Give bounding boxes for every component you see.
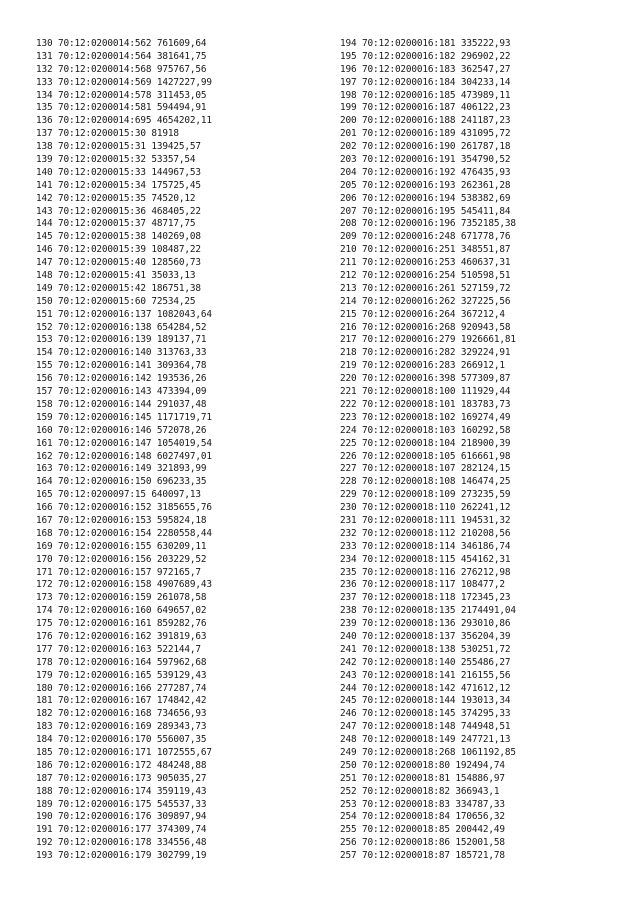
- record-row: 176 70:12:0200016:162 391819,63: [36, 630, 207, 642]
- record-row: 236 70:12:0200018:117 108477,2: [340, 579, 505, 591]
- record-row: 160 70:12:0200016:146 572078,26: [36, 424, 207, 436]
- record-row: 194 70:12:0200016:181 335222,93: [340, 38, 511, 49]
- record-row: 246 70:12:0200018:145 374295,33: [340, 708, 511, 720]
- record-row: 138 70:12:0200015:31 139425,57: [36, 141, 201, 153]
- record-row: 213 70:12:0200016:261 527159,72: [340, 282, 511, 294]
- record-row: 180 70:12:0200016:166 277287,74: [36, 682, 207, 694]
- record-row: 184 70:12:0200016:170 556007,35: [36, 734, 207, 746]
- record-row: 185 70:12:0200016:171 1072555,67: [36, 746, 212, 758]
- record-row: 164 70:12:0200016:150 696233,35: [36, 476, 207, 488]
- record-row: 202 70:12:0200016:190 261787,18: [340, 141, 511, 153]
- record-row: 223 70:12:0200018:102 169274,49: [340, 411, 511, 423]
- record-row: 227 70:12:0200018:107 282124,15: [340, 463, 511, 475]
- record-row: 175 70:12:0200016:161 859282,76: [36, 618, 207, 630]
- record-row: 143 70:12:0200015:36 468405,22: [36, 205, 201, 217]
- record-row: 158 70:12:0200016:144 291037,48: [36, 398, 207, 410]
- record-row: 245 70:12:0200018:144 193013,34: [340, 695, 511, 707]
- record-row: 178 70:12:0200016:164 597962,68: [36, 656, 207, 668]
- record-row: 253 70:12:0200018:83 334787,33: [340, 798, 505, 810]
- record-row: 221 70:12:0200018:100 111929,44: [340, 386, 511, 398]
- record-row: 200 70:12:0200016:188 241187,23: [340, 115, 511, 127]
- record-row: 203 70:12:0200016:191 354790,52: [340, 154, 511, 166]
- record-row: 174 70:12:0200016:160 649657,02: [36, 605, 207, 617]
- record-row: 247 70:12:0200018:148 744948,51: [340, 721, 511, 733]
- record-row: 195 70:12:0200016:182 296902,22: [340, 50, 511, 62]
- record-row: 254 70:12:0200018:84 170656,32: [340, 811, 505, 823]
- record-row: 148 70:12:0200015:41 35033,13: [36, 270, 196, 282]
- record-row: 210 70:12:0200016:251 348551,87: [340, 244, 511, 256]
- record-row: 141 70:12:0200015:34 175725,45: [36, 179, 201, 191]
- record-row: 201 70:12:0200016:189 431095,72: [340, 128, 511, 140]
- record-row: 207 70:12:0200016:195 545411,84: [340, 205, 511, 217]
- record-row: 251 70:12:0200018:81 154886,97: [340, 772, 505, 784]
- record-row: 208 70:12:0200016:196 7352185,38: [340, 218, 516, 230]
- record-row: 165 70:12:0200097:15 640097,13: [36, 489, 201, 501]
- record-row: 157 70:12:0200016:143 473394,09: [36, 386, 207, 398]
- record-row: 193 70:12:0200016:179 302799,19: [36, 850, 207, 862]
- record-row: 237 70:12:0200018:118 172345,23: [340, 592, 511, 604]
- record-row: 250 70:12:0200018:80 192494,74: [340, 759, 505, 771]
- record-row: 225 70:12:0200018:104 218900,39: [340, 437, 511, 449]
- record-row: 206 70:12:0200016:194 538382,69: [340, 192, 511, 204]
- record-row: 211 70:12:0200016:253 460637,31: [340, 257, 511, 269]
- record-row: 153 70:12:0200016:139 189137,71: [36, 334, 207, 346]
- record-row: 234 70:12:0200018:115 454162,31: [340, 553, 511, 565]
- record-row: 242 70:12:0200018:140 255486,27: [340, 656, 511, 668]
- record-row: 167 70:12:0200016:153 595824,18: [36, 514, 207, 526]
- record-row: 132 70:12:0200014:568 975767,56: [36, 63, 207, 75]
- record-row: 249 70:12:0200018:268 1061192,85: [340, 746, 516, 758]
- record-row: 135 70:12:0200014:581 594494,91: [36, 102, 207, 114]
- record-row: 156 70:12:0200016:142 193536,26: [36, 373, 207, 385]
- record-row: 218 70:12:0200016:282 329224,91: [340, 347, 511, 359]
- record-row: 133 70:12:0200014:569 1427227,99: [36, 76, 212, 88]
- record-row: 168 70:12:0200016:154 2280558,44: [36, 527, 212, 539]
- record-row: 150 70:12:0200015:60 72534,25: [36, 295, 196, 307]
- record-row: 257 70:12:0200018:87 185721,78: [340, 850, 505, 862]
- record-row: 166 70:12:0200016:152 3185655,76: [36, 502, 212, 514]
- record-row: 172 70:12:0200016:158 4907689,43: [36, 579, 212, 591]
- record-row: 248 70:12:0200018:149 247721,13: [340, 734, 511, 746]
- record-row: 205 70:12:0200016:193 262361,28: [340, 179, 511, 191]
- record-row: 136 70:12:0200014:695 4654202,11: [36, 115, 212, 127]
- record-row: 224 70:12:0200018:103 160292,58: [340, 424, 511, 436]
- right-record-column: [340, 38, 516, 863]
- record-row: 187 70:12:0200016:173 905035,27: [36, 772, 207, 784]
- record-row: 183 70:12:0200016:169 289343,73: [36, 721, 207, 733]
- record-row: 131 70:12:0200014:564 381641,75: [36, 50, 207, 62]
- record-row: 214 70:12:0200016:262 327225,56: [340, 295, 511, 307]
- record-row: 170 70:12:0200016:156 203229,52: [36, 553, 207, 565]
- record-row: 181 70:12:0200016:167 174842,42: [36, 695, 207, 707]
- record-row: 233 70:12:0200018:114 346186,74: [340, 540, 511, 552]
- record-row: 179 70:12:0200016:165 539129,43: [36, 669, 207, 681]
- record-row: 182 70:12:0200016:168 734656,93: [36, 708, 207, 720]
- record-row: 147 70:12:0200015:40 128560,73: [36, 257, 201, 269]
- left-record-column: [36, 38, 212, 863]
- record-row: 229 70:12:0200018:109 273235,59: [340, 489, 511, 501]
- record-row: 255 70:12:0200018:85 200442,49: [340, 824, 505, 836]
- record-row: 216 70:12:0200016:268 920943,58: [340, 321, 511, 333]
- record-row: 192 70:12:0200016:178 334556,48: [36, 837, 207, 849]
- record-row: 139 70:12:0200015:32 53357,54: [36, 154, 196, 166]
- record-row: 146 70:12:0200015:39 108487,22: [36, 244, 201, 256]
- record-row: 204 70:12:0200016:192 476435,93: [340, 166, 511, 178]
- record-row: 244 70:12:0200018:142 471612,12: [340, 682, 511, 694]
- record-row: 144 70:12:0200015:37 48717,75: [36, 218, 196, 230]
- record-row: 134 70:12:0200014:578 311453,05: [36, 89, 207, 101]
- record-row: 256 70:12:0200018:86 152001,58: [340, 837, 505, 849]
- record-row: 152 70:12:0200016:138 654284,52: [36, 321, 207, 333]
- record-row: 215 70:12:0200016:264 367212,4: [340, 308, 505, 320]
- record-row: 190 70:12:0200016:176 309897,94: [36, 811, 207, 823]
- record-row: 163 70:12:0200016:149 321893,99: [36, 463, 207, 475]
- record-row: 173 70:12:0200016:159 261078,58: [36, 592, 207, 604]
- record-row: 226 70:12:0200018:105 616661,98: [340, 450, 511, 462]
- record-row: 149 70:12:0200015:42 186751,38: [36, 282, 201, 294]
- record-row: 151 70:12:0200016:137 1082043,64: [36, 308, 212, 320]
- record-row: 252 70:12:0200018:82 366943,1: [340, 785, 500, 797]
- record-row: 162 70:12:0200016:148 6027497,01: [36, 450, 212, 462]
- record-row: 198 70:12:0200016:185 473989,11: [340, 89, 511, 101]
- record-row: 238 70:12:0200018:135 2174491,04: [340, 605, 516, 617]
- record-row: 154 70:12:0200016:140 313763,33: [36, 347, 207, 359]
- record-row: 189 70:12:0200016:175 545537,33: [36, 798, 207, 810]
- record-row: 212 70:12:0200016:254 510598,51: [340, 270, 511, 282]
- record-row: 231 70:12:0200018:111 194531,32: [340, 514, 511, 526]
- record-row: 186 70:12:0200016:172 484248,88: [36, 759, 207, 771]
- record-row: 230 70:12:0200018:110 262241,12: [340, 502, 511, 514]
- record-row: 235 70:12:0200018:116 276212,98: [340, 566, 511, 578]
- record-row: 220 70:12:0200016:398 577309,87: [340, 373, 511, 385]
- record-row: 241 70:12:0200018:138 530251,72: [340, 643, 511, 655]
- record-row: 209 70:12:0200016:248 671778,76: [340, 231, 511, 243]
- record-row: 142 70:12:0200015:35 74520,12: [36, 192, 196, 204]
- record-row: 197 70:12:0200016:184 304233,14: [340, 76, 511, 88]
- record-row: 191 70:12:0200016:177 374309,74: [36, 824, 207, 836]
- record-row: 130 70:12:0200014:562 761609,64: [36, 38, 207, 49]
- record-row: 155 70:12:0200016:141 309364,78: [36, 360, 207, 372]
- record-row: 240 70:12:0200018:137 356204,39: [340, 630, 511, 642]
- record-row: 222 70:12:0200018:101 183783,73: [340, 398, 511, 410]
- record-row: 199 70:12:0200016:187 406122,23: [340, 102, 511, 114]
- record-row: 177 70:12:0200016:163 522144,7: [36, 643, 201, 655]
- record-row: 145 70:12:0200015:38 140269,08: [36, 231, 201, 243]
- record-row: 140 70:12:0200015:33 144967,53: [36, 166, 201, 178]
- record-row: 239 70:12:0200018:136 293010,86: [340, 618, 511, 630]
- record-row: 228 70:12:0200018:108 146474,25: [340, 476, 511, 488]
- record-row: 217 70:12:0200016:279 1926661,81: [340, 334, 516, 346]
- record-row: 196 70:12:0200016:183 362547,27: [340, 63, 511, 75]
- record-row: 232 70:12:0200018:112 210208,56: [340, 527, 511, 539]
- record-row: 188 70:12:0200016:174 359119,43: [36, 785, 207, 797]
- record-row: 243 70:12:0200018:141 216155,56: [340, 669, 511, 681]
- record-row: 137 70:12:0200015:30 81918: [36, 128, 179, 140]
- record-row: 219 70:12:0200016:283 266912,1: [340, 360, 505, 372]
- record-row: 161 70:12:0200016:147 1054019,54: [36, 437, 212, 449]
- record-row: 169 70:12:0200016:155 630209,11: [36, 540, 207, 552]
- record-row: 159 70:12:0200016:145 1171719,71: [36, 411, 212, 423]
- record-row: 171 70:12:0200016:157 972165,7: [36, 566, 201, 578]
